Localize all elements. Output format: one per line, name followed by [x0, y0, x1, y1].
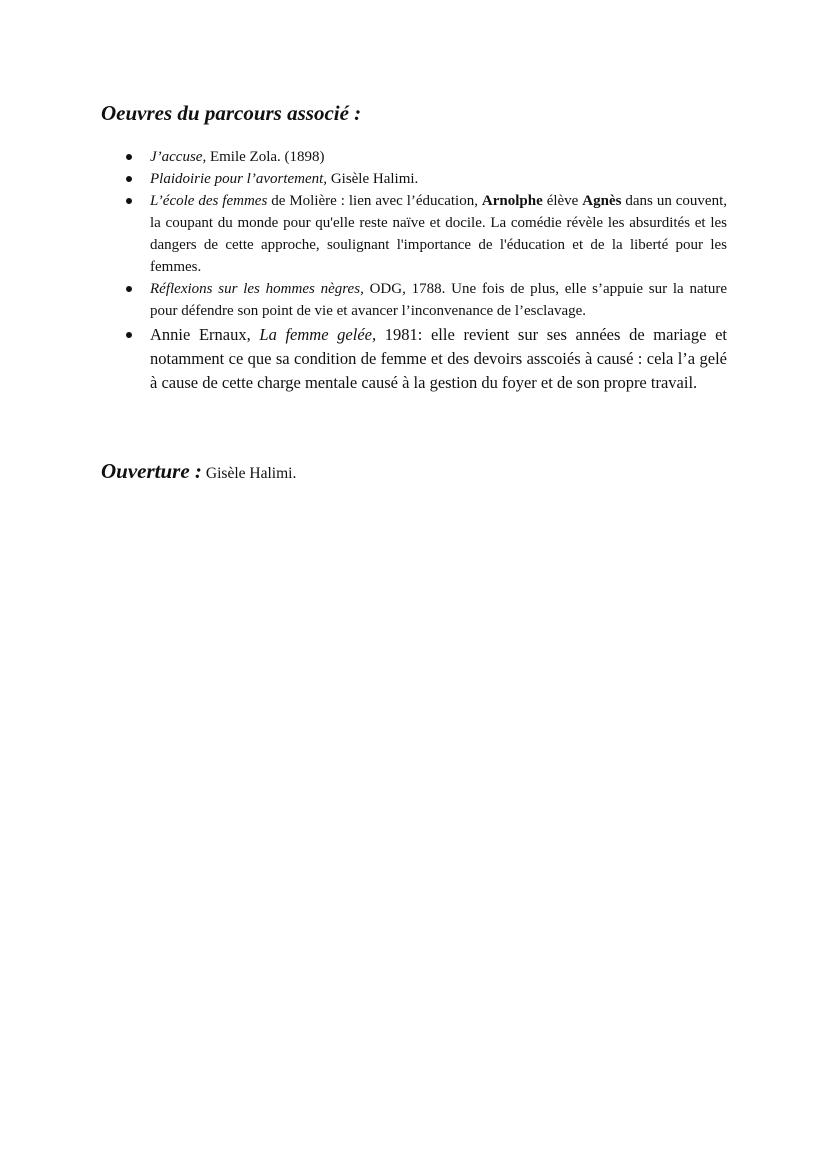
list-item-ecole-des-femmes [0, 190, 727, 278]
list-item-femme-gelee [0, 323, 727, 395]
work-details: , ODG, 1788. Une fois de plus, elle s’appuie sur la nature pour défendre son point de vie et avancer l’inconvenance de l’esclavage. [150, 281, 727, 319]
work-title: J’accuse [150, 149, 203, 165]
work-author: Annie Ernaux, [150, 325, 260, 344]
works-list [0, 146, 828, 395]
list-item-jaccuse [0, 146, 727, 168]
work-details: 1981: elle revient sur ses années de mariage et notamment ce que sa condition de femme et des devoirs asscoiés à causé : cela l’a gelé à cause de cette charge mentale causé à la gestion du foyer et de son propre travail. [150, 325, 727, 392]
ouverture-line [101, 456, 296, 489]
work-title: La femme gelée, [259, 325, 377, 344]
work-title: L’école des femmes [150, 193, 268, 209]
character-name: Agnès [582, 193, 622, 209]
bullet-icon [126, 176, 132, 182]
character-name: Arnolphe [481, 193, 543, 209]
bullet-icon [126, 332, 132, 338]
bullet-icon [126, 198, 132, 204]
ouverture-value: Gisèle Halimi. [205, 465, 297, 482]
work-details: de Molière : lien avec l’éducation, [267, 193, 482, 209]
list-item-reflexions [0, 278, 727, 322]
work-details: dans un couvent, la coupant du monde pour qu'elle reste naïve et docile. La comédie révèle les absurdités et les dangers de cette approche, soulignant l'importance de l'éducation et de la liberté pour les femmes. [150, 193, 728, 275]
work-details: , Emile Zola. (1898) [202, 149, 325, 165]
work-details: élève [542, 193, 583, 209]
list-item-plaidoirie [0, 168, 727, 190]
section-heading: Oeuvres du parcours associé : [101, 101, 362, 125]
work-details: Gisèle Halimi. [327, 171, 419, 187]
bullet-icon [126, 154, 132, 160]
work-title: Réflexions sur les hommes nègres [150, 281, 361, 297]
bullet-icon [126, 286, 132, 292]
work-title: Plaidoirie pour l’avortement, [150, 171, 328, 187]
ouverture-label: Ouverture : [101, 459, 202, 483]
